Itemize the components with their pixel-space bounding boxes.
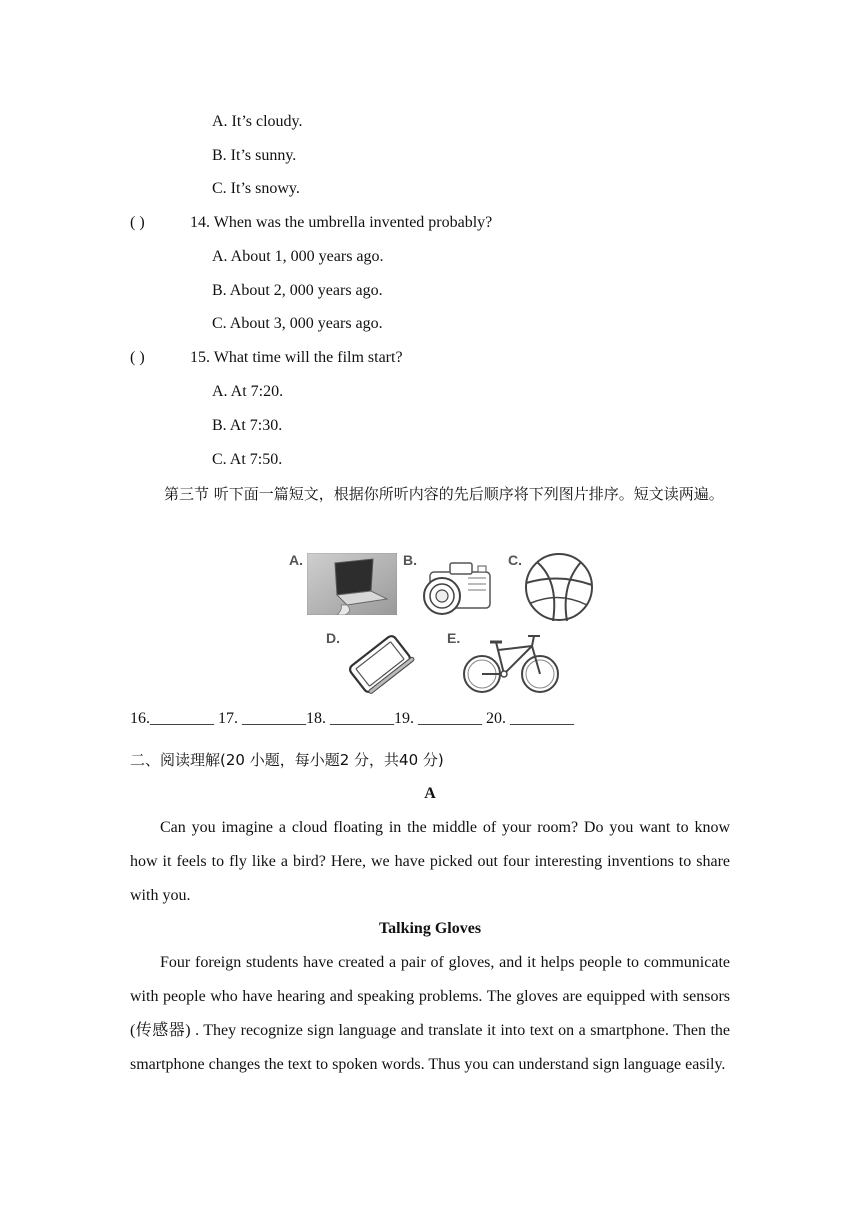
bicycle-icon: [462, 632, 562, 696]
picture-d-label: D.: [326, 630, 340, 646]
q14-option-b: B. About 2, 000 years ago.: [212, 282, 383, 299]
q14-stem: 14. When was the umbrella invented probably?: [190, 214, 493, 231]
section3-instruction: 第三节 听下面一篇短文，根据你所听内容的先后顺序将下列图片排序。短文读两遍。: [164, 485, 724, 503]
passage-label: A: [424, 785, 436, 802]
q13-option-a: A. It’s cloudy.: [212, 113, 303, 130]
q14-option-c: C. About 3, 000 years ago.: [212, 315, 383, 332]
answer-blanks-16-20: 16.________ 17. ________18. ________19. ________ 20. ________: [130, 710, 574, 727]
smartphone-icon: [338, 634, 422, 694]
part2-heading: 二、阅读理解(20 小题，每小题2 分，共40 分): [130, 751, 444, 769]
laptop-icon: [307, 553, 397, 615]
q14-answer-parenthesis: ( ): [130, 214, 145, 231]
picture-b-label: B.: [403, 552, 417, 568]
q15-option-b: B. At 7:30.: [212, 417, 283, 434]
q15-answer-parenthesis: ( ): [130, 349, 145, 366]
picture-c-label: C.: [508, 552, 522, 568]
q14-option-a: A. About 1, 000 years ago.: [212, 248, 384, 265]
picture-a-label: A.: [289, 552, 303, 568]
talking-gloves-heading: Talking Gloves: [378, 920, 482, 937]
talking-gloves-paragraph: Four foreign students have created a pair of gloves, and it helps people to communicate with people who have hearing and speaking problems. The gloves are equipped with sensors (传感器) . They recognize sign language and translate it into text on a smartphone. Then the smartphone changes the text to spoken words. Thus you can understand sign language easily.: [130, 954, 730, 1073]
intro-paragraph: Can you imagine a cloud floating in the middle of your room? Do you want to know how it feels to fly like a bird? Here, we have picked out four interesting inventions to share with you.: [130, 819, 730, 904]
q15-option-c: C. At 7:50.: [212, 451, 283, 468]
camera-icon: [420, 558, 494, 616]
picture-e-label: E.: [447, 630, 461, 646]
basketball-icon: [523, 551, 595, 623]
q15-stem: 15. What time will the film start?: [190, 349, 403, 366]
q13-option-b: B. It’s sunny.: [212, 147, 297, 164]
q13-option-c: C. It’s snowy.: [212, 180, 300, 197]
q15-option-a: A. At 7:20.: [212, 383, 284, 400]
